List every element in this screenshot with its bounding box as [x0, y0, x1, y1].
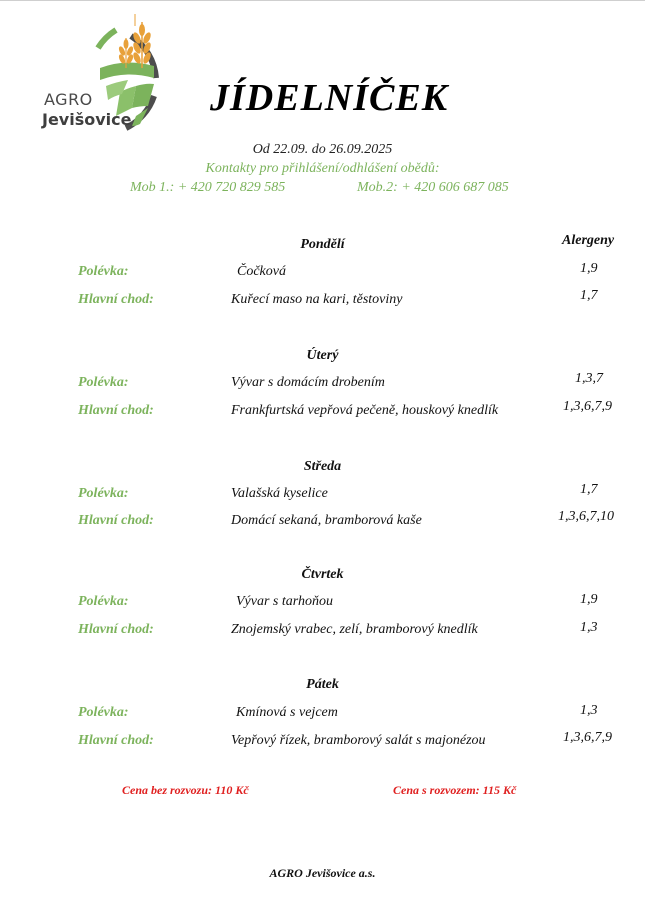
day-heading-friday: Pátek — [306, 677, 339, 692]
phone-2: Mob.2: + 420 606 687 085 — [357, 180, 509, 195]
soup-dish: Vývar s tarhoňou — [236, 594, 333, 609]
main-label: Hlavní chod: — [78, 513, 154, 528]
main-allergens: 1,7 — [580, 288, 598, 303]
main-dish: Frankfurtská vepřová pečeně, houskový knedlík — [231, 403, 499, 418]
main-label: Hlavní chod: — [78, 403, 154, 418]
day-heading-monday: Pondělí — [300, 237, 345, 252]
main-label: Hlavní chod: — [78, 292, 154, 307]
main-dish: Znojemský vrabec, zelí, bramborový knedlík — [231, 622, 478, 637]
soup-dish: Čočková — [237, 264, 286, 279]
company-logo — [36, 8, 176, 133]
footer-company: AGRO Jevišovice a.s. — [269, 866, 376, 880]
main-dish: Domácí sekaná, bramborová kaše — [231, 513, 422, 528]
date-range: Od 22.09. do 26.09.2025 — [252, 142, 393, 157]
soup-allergens: 1,9 — [580, 261, 598, 276]
main-allergens: 1,3,6,7,9 — [563, 399, 612, 414]
soup-allergens: 1,3 — [580, 703, 598, 718]
day-heading-thursday: Čtvrtek — [301, 567, 344, 582]
top-border — [0, 0, 645, 1]
phone-1: Mob 1.: + 420 720 829 585 — [130, 180, 286, 195]
page-title: JÍDELNÍČEK — [210, 77, 449, 119]
main-dish: Kuřecí maso na kari, těstoviny — [231, 292, 403, 307]
main-allergens: 1,3,6,7,10 — [558, 509, 614, 524]
main-label: Hlavní chod: — [78, 733, 154, 748]
soup-allergens: 1,3,7 — [575, 371, 603, 386]
contacts-label: Kontakty pro přihlášení/odhlášení obědů: — [205, 161, 440, 176]
logo-text-jevisovice: Jevišovice — [42, 110, 132, 129]
soup-label: Polévka: — [78, 375, 129, 390]
price-with-delivery: Cena s rozvozem: 115 Kč — [393, 783, 517, 797]
soup-label: Polévka: — [78, 594, 129, 609]
soup-dish: Valašská kyselice — [231, 486, 328, 501]
main-dish: Vepřový řízek, bramborový salát s majonézou — [231, 733, 486, 748]
day-heading-wednesday: Středa — [303, 459, 342, 474]
soup-label: Polévka: — [78, 486, 129, 501]
main-allergens: 1,3 — [580, 620, 598, 635]
soup-label: Polévka: — [78, 705, 129, 720]
main-allergens: 1,3,6,7,9 — [563, 730, 612, 745]
soup-label: Polévka: — [78, 264, 129, 279]
allergens-header: Alergeny — [562, 233, 615, 248]
soup-allergens: 1,7 — [580, 482, 598, 497]
soup-dish: Kmínová s vejcem — [236, 705, 338, 720]
soup-dish: Vývar s domácím drobením — [231, 375, 385, 390]
logo-text-agro: AGRO — [44, 90, 93, 109]
price-without-delivery: Cena bez rozvozu: 110 Kč — [122, 783, 249, 797]
main-label: Hlavní chod: — [78, 622, 154, 637]
day-heading-tuesday: Úterý — [306, 348, 339, 363]
soup-allergens: 1,9 — [580, 592, 598, 607]
